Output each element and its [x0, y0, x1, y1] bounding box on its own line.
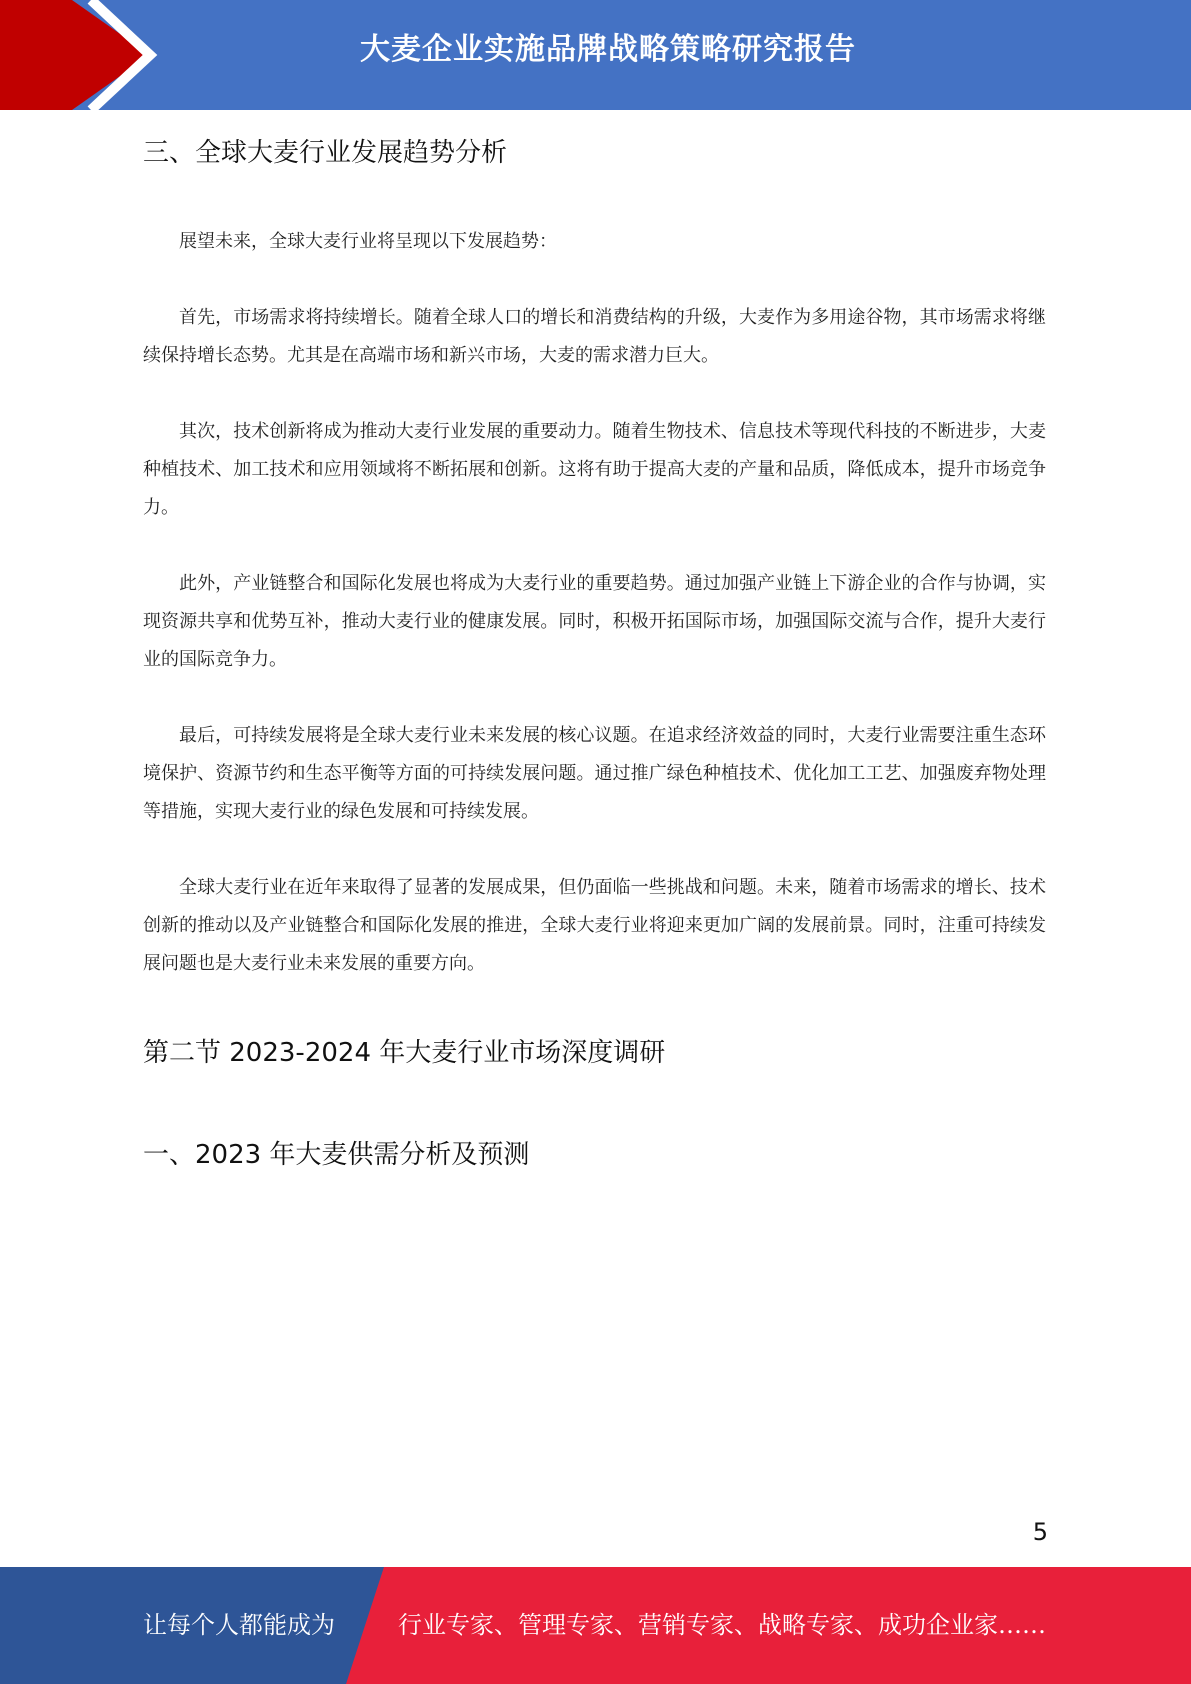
paragraph: 最后，可持续发展将是全球大麦行业未来发展的核心议题。在追求经济效益的同时，大麦行业需要注重生态环境保护、资源节约和生态平衡等方面的可持续发展问题。通过推广绿色种植技术、优化加工工艺、加强废弃物处理等措施，实现大麦行业的绿色发展和可持续发展。 — [143, 725, 1046, 822]
page-footer — [0, 1567, 1191, 1684]
paragraph: 展望未来，全球大麦行业将呈现以下发展趋势： — [179, 231, 557, 252]
page-number: 5 — [1032, 1518, 1048, 1546]
footer-slogan-right: 行业专家、管理专家、营销专家、战略专家、成功企业家…… — [398, 1611, 1046, 1639]
paragraph: 此外，产业链整合和国际化发展也将成为大麦行业的重要趋势。通过加强产业链上下游企业的合作与协调，实现资源共享和优势互补，推动大麦行业的健康发展。同时，积极开拓国际市场，加强国际交流与合作，提升大麦行业的国际竞争力。 — [143, 573, 1046, 670]
section-heading: 三、全球大麦行业发展趋势分析 — [143, 138, 508, 168]
report-title: 大麦企业实施品牌战略策略研究报告 — [360, 32, 856, 67]
subsection-heading: 第二节 2023-2024 年大麦行业市场深度调研 — [143, 1038, 666, 1068]
page-header — [0, 0, 1191, 110]
paragraph: 首先，市场需求将持续增长。随着全球人口的增长和消费结构的升级，大麦作为多用途谷物，其市场需求将继续保持增长态势。尤其是在高端市场和新兴市场，大麦的需求潜力巨大。 — [143, 307, 1046, 366]
paragraph: 全球大麦行业在近年来取得了显著的发展成果，但仍面临一些挑战和问题。未来，随着市场需求的增长、技术创新的推动以及产业链整合和国际化发展的推进，全球大麦行业将迎来更加广阔的发展前景。同时，注重可持续发展问题也是大麦行业未来发展的重要方向。 — [143, 877, 1046, 974]
subsection-heading: 一、2023 年大麦供需分析及预测 — [143, 1140, 530, 1170]
paragraph: 其次，技术创新将成为推动大麦行业发展的重要动力。随着生物技术、信息技术等现代科技的不断进步，大麦种植技术、加工技术和应用领域将不断拓展和创新。这将有助于提高大麦的产量和品质，降低成本，提升市场竞争力。 — [143, 421, 1046, 518]
footer-slogan-left: 让每个人都能成为 — [143, 1611, 335, 1639]
